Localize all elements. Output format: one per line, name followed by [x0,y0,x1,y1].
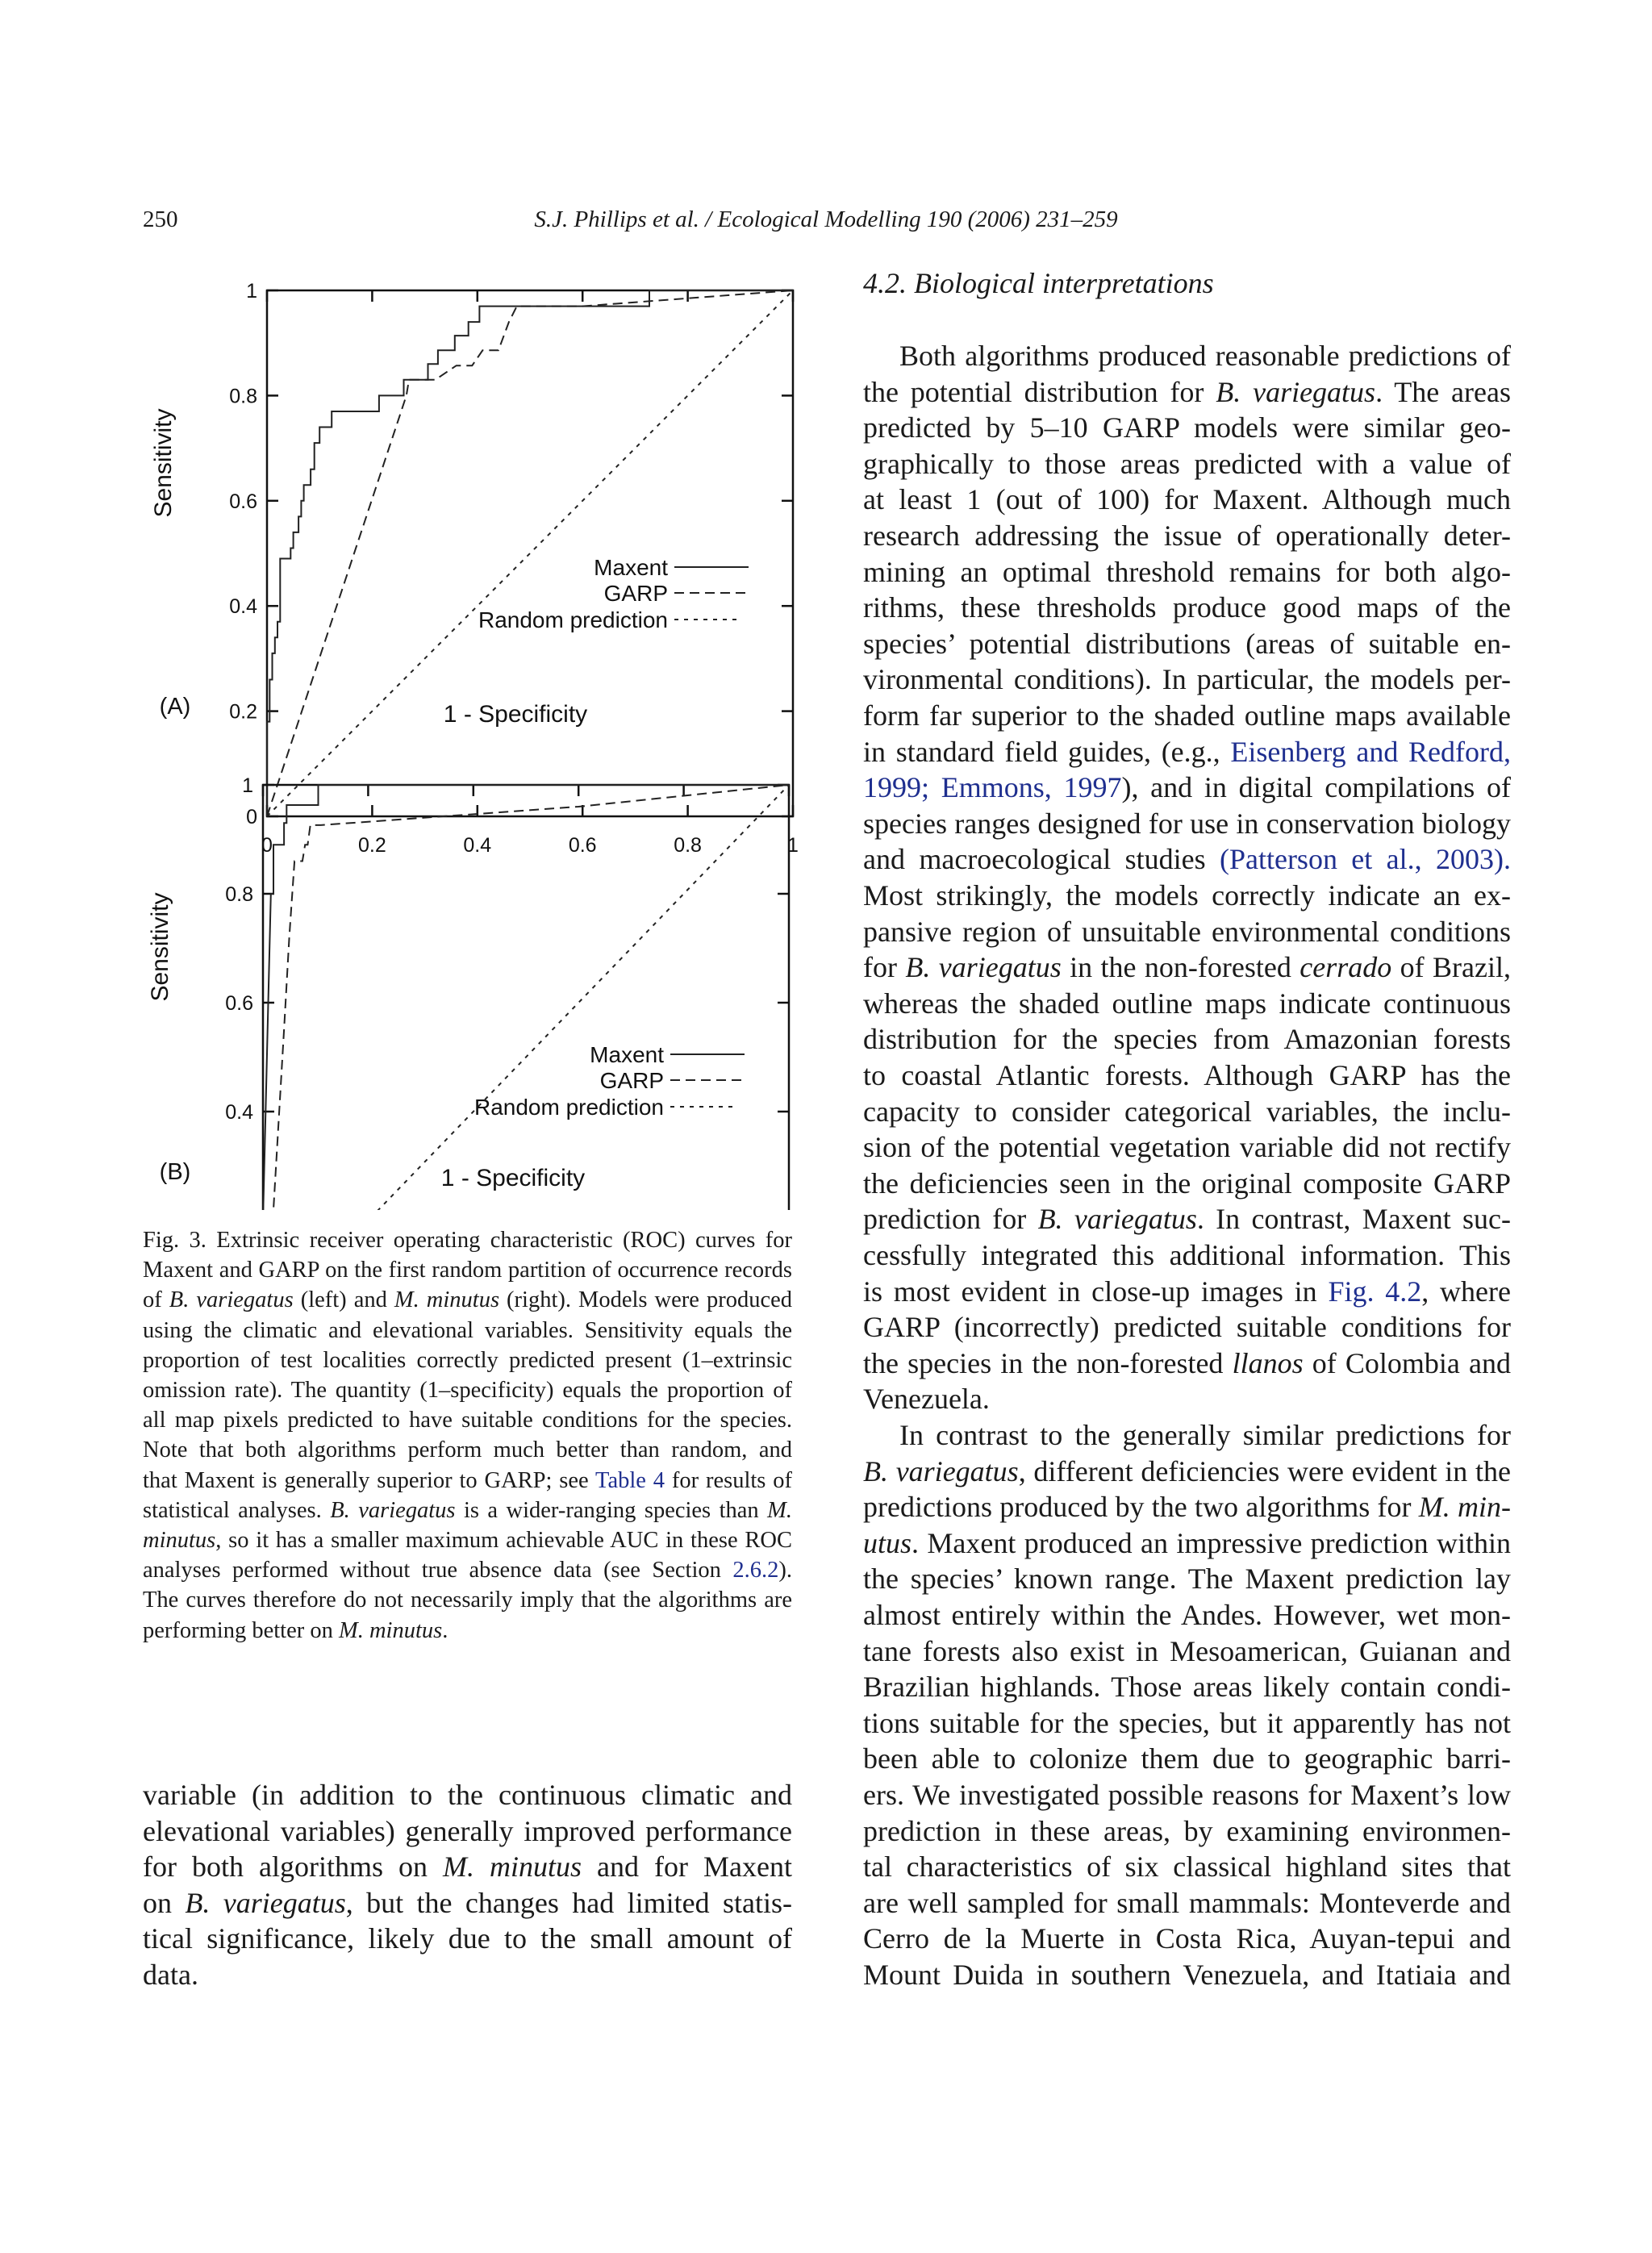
text-line [143,1346,792,1375]
series-line-maxent [263,785,789,1210]
text-segment: ), and in digital compilations of [1121,771,1511,804]
text-line [863,1346,1511,1381]
text-segment: In contrast to the generally similar predictions for [899,1419,1511,1451]
text-line [863,1705,1511,1741]
x-tick-label: 0.2 [358,834,386,857]
text-segment: vironmental conditions). In particular, the models per- [863,663,1511,696]
y-tick-label: 0.4 [225,1101,253,1124]
text-segment: is most evident in close-up images in [863,1275,1329,1308]
text-line [863,1489,1511,1525]
text-segment: . Maxent produced an impressive prediction within [912,1526,1511,1559]
legend-label: Random prediction [478,607,668,632]
panel-label: (A) [159,694,191,720]
text-segment: M. min- [1418,1491,1511,1524]
text-line [863,1525,1511,1561]
text-segment: all map pixels predicted to have suitable conditions for the species. [143,1408,792,1433]
text-segment: tions suitable for the species, but it apparently has not [863,1706,1511,1739]
text-line [143,1849,792,1884]
text-line [143,1435,792,1465]
text-line [143,1585,792,1615]
y-tick-label: 0.2 [229,700,257,724]
plot-frame [263,785,789,1210]
x-tick-label: 0.6 [568,834,597,857]
text-segment: that Maxent is generally superior to GARP; see [143,1467,596,1493]
page-number: 250 [143,207,178,232]
text-line [863,1021,1511,1057]
text-line [863,878,1511,913]
text-line [143,1777,792,1813]
text-segment: cerrado [1299,951,1392,984]
text-segment: the species’ known range. The Maxent prediction lay [863,1562,1511,1596]
text-line [143,1405,792,1435]
text-line [863,1957,1511,1992]
text-segment: tal characteristics of six classical highland sites that [863,1850,1511,1884]
text-segment: the deficiencies seen in the original composite GARP [863,1166,1511,1200]
x-tick-label: 1 [787,834,799,857]
text-line [863,734,1511,770]
text-segment: prediction in these areas, by examining environmen- [863,1814,1511,1847]
text-segment: minutus [143,1528,216,1553]
text-line [863,1201,1511,1237]
legend-label: Maxent [590,1042,664,1067]
text-line [863,1237,1511,1273]
panel-label: (B) [159,1159,191,1185]
text-segment: rithms, these thresholds produce good maps of the [863,591,1511,624]
text-line [863,770,1511,805]
text-line [863,806,1511,841]
text-line [143,1957,792,1992]
text-segment: Cerro de la Muerte in Costa Rica, Auyan-tepui and [863,1922,1511,1955]
text-segment: M. minutus [338,1617,443,1643]
y-tick-label: 1 [242,774,253,797]
text-segment: form far superior to the shaded outline maps available [863,699,1511,732]
text-segment: predictions produced by the two algorithms for [863,1491,1419,1524]
legend-label: Maxent [594,555,668,580]
reference-link[interactable]: Table 4 [595,1467,665,1493]
legend-label: GARP [599,1068,664,1093]
text-line [863,661,1511,697]
text-segment: for results of [665,1467,792,1493]
text-line [143,1616,792,1646]
x-axis-label: 1 - Specificity [443,701,588,728]
text-line [143,1921,792,1956]
text-segment: tical significance, likely due to the small amount of [143,1922,792,1955]
text-segment: , so it has a smaller maximum achievable AUC in these ROC [215,1528,792,1553]
text-segment: . In contrast, Maxent suc- [1196,1203,1511,1236]
text-line [143,1555,792,1585]
y-tick-label: 0.8 [229,385,257,408]
text-line [863,626,1511,661]
text-segment: to coastal Atlantic forests. Although GARP has the [863,1059,1511,1091]
reference-link[interactable]: (Patterson et al., 2003). [1219,843,1511,876]
reference-link[interactable]: Eisenberg and Redford, [1230,735,1511,768]
text-segment: M. minutus [394,1287,500,1313]
text-line [863,446,1511,482]
x-tick-label: 0.8 [674,834,702,857]
x-tick-label: 0 [261,834,273,857]
text-segment: B. variegatus [1037,1203,1197,1236]
reference-link[interactable]: 2.6.2 [732,1558,779,1583]
text-segment: Venezuela. [863,1383,990,1416]
text-segment: performing better on [143,1617,339,1643]
text-line [863,1633,1511,1669]
text-line [863,1813,1511,1849]
text-line [863,410,1511,445]
series-line-garp [263,785,789,1210]
text-segment: of Brazil, [1391,951,1511,984]
y-tick-label: 0.4 [229,595,257,619]
text-line [143,1885,792,1921]
text-line [863,1597,1511,1633]
text-line [863,914,1511,949]
text-segment: Most strikingly, the models correctly indicate an ex- [863,879,1511,912]
text-segment: variable (in addition to the continuous climatic and [143,1779,792,1811]
text-segment: analyses performed without true absence data (see Section [143,1558,733,1583]
text-segment: species ranges designed for use in conservation biology [863,807,1511,840]
text-line [863,1309,1511,1345]
text-line [143,1285,792,1315]
y-axis-label: Sensitivity [150,408,177,518]
text-segment: , where [1421,1275,1511,1308]
text-line [143,1466,792,1496]
text-line [863,1058,1511,1093]
text-segment: Mount Duida in southern Venezuela, and Itatiaia and [863,1959,1511,1991]
text-segment: The curves therefore do not necessarily imply that the algorithms are [143,1588,792,1613]
text-segment: (left) and [293,1287,394,1313]
text-line [143,1813,792,1849]
text-segment: and macroecological studies [863,843,1220,876]
text-segment: been able to colonize them due to geographic barri- [863,1742,1511,1775]
text-segment: Both algorithms produced reasonable predictions of [899,340,1511,372]
series-line-random-prediction [267,290,793,816]
text-segment: omission rate). The quantity (1–specificity) equals the proportion of [143,1378,792,1403]
text-line [863,1129,1511,1165]
text-segment: the species in the non-forested [863,1346,1233,1379]
text-line [863,1849,1511,1884]
text-line [863,986,1511,1021]
text-segment: Note that both algorithms perform much better than random, and [143,1437,792,1463]
text-segment: GARP (incorrectly) predicted suitable conditions for [863,1311,1511,1344]
series-line-random-prediction [263,785,789,1210]
text-segment: whereas the shaded outline maps indicate continuous [863,987,1511,1020]
reference-link[interactable]: Fig. 4.2 [1328,1275,1422,1308]
text-segment: of Colombia and [1303,1346,1511,1379]
text-segment: , but the changes had limited statis- [345,1886,792,1919]
text-segment: ). [778,1558,792,1583]
text-segment: in the non-forested [1061,951,1300,984]
section-heading: 4.2. Biological interpretations [863,267,1214,299]
text-segment: cessfully integrated this additional information. This [863,1239,1511,1271]
text-line [863,841,1511,877]
text-segment: mining an optimal threshold remains for both algo- [863,555,1511,588]
legend-label: GARP [603,581,668,606]
text-segment: at least 1 (out of 100) for Maxent. Although much [863,483,1511,516]
reference-link[interactable]: 1999; Emmons, 1997 [863,771,1122,804]
text-segment: B. variegatus [185,1886,346,1919]
text-line [863,1561,1511,1596]
text-segment: tane forests also exist in Mesoamerican, Guianan and [863,1634,1511,1667]
text-line [863,554,1511,590]
text-segment: . [442,1617,448,1643]
running-title: S.J. Phillips et al. / Ecological Modelling 190 (2006) 231–259 [534,207,1118,232]
text-segment: Brazilian highlands. Those areas likely contain condi- [863,1671,1511,1704]
text-line [863,1417,1511,1453]
text-line [863,482,1511,517]
text-line [863,374,1511,410]
text-line [863,1094,1511,1129]
text-segment: Maxent and GARP on the first random partition of occurrence records [143,1258,792,1283]
y-tick-label: 0 [246,806,257,828]
text-segment: . The areas [1375,375,1511,408]
text-line [143,1525,792,1555]
text-line [143,1225,792,1255]
text-segment: M. minutus [443,1850,582,1884]
text-segment: in standard field guides, (e.g., [863,735,1231,768]
text-segment: ers. We investigated possible reasons for Maxent’s low [863,1779,1511,1811]
text-segment: of [143,1287,169,1313]
text-segment: species’ potential distributions (areas of suitable en- [863,627,1511,660]
text-line [863,338,1511,373]
text-segment: B. variegatus [330,1497,456,1523]
y-tick-label: 0.8 [225,883,253,906]
text-segment: B. variegatus [169,1287,294,1313]
text-segment: predicted by 5–10 GARP models were similar geo- [863,411,1511,444]
text-segment: graphically to those areas predicted with a value of [863,447,1511,480]
text-segment: pansive region of unsuitable environmental conditions [863,915,1511,948]
y-tick-label: 1 [246,280,257,302]
text-segment: the potential distribution for [863,375,1216,408]
y-axis-label: Sensitivity [147,892,173,1002]
text-segment: B. variegatus [863,1454,1019,1487]
legend-label: Random prediction [473,1095,664,1120]
text-line [863,949,1511,985]
text-segment: on [143,1886,186,1919]
text-segment: proportion of test localities correctly predicted present (1–extrinsic [143,1347,792,1373]
text-line [143,1375,792,1405]
text-line [863,1921,1511,1956]
text-segment: are well sampled for small mammals: Monteverde and [863,1886,1511,1919]
y-tick-label: 0.6 [229,490,257,513]
text-segment: distribution for the species from Amazonian forests [863,1023,1511,1056]
text-segment: B. variegatus [905,951,1062,984]
text-line [863,1741,1511,1776]
x-axis-label: 1 - Specificity [440,1165,586,1191]
text-line [863,1777,1511,1813]
text-line [863,1381,1511,1416]
text-segment: capacity to consider categorical variables, the inclu- [863,1095,1511,1128]
text-segment: almost entirely within the Andes. However, wet mon- [863,1599,1511,1631]
text-segment: sion of the potential vegetation variable did not rectify [863,1131,1511,1164]
text-segment: llanos [1232,1346,1304,1379]
text-segment: Fig. 3. Extrinsic receiver operating characteristic (ROC) curves for [143,1228,792,1253]
text-segment: and for Maxent [582,1850,792,1884]
text-line [863,1669,1511,1704]
text-segment: utus [863,1526,912,1559]
text-line [143,1255,792,1285]
text-line [863,1454,1511,1489]
text-line [863,518,1511,553]
text-segment: for [863,951,906,984]
text-segment: M. [767,1497,792,1523]
text-line [863,590,1511,625]
text-line [143,1496,792,1525]
text-segment: is a wider-ranging species than [455,1497,768,1523]
text-segment: statistical analyses. [143,1497,331,1523]
text-line [863,1274,1511,1309]
text-segment: prediction for [863,1203,1038,1236]
text-segment: , different deficiencies were evident in the [1018,1454,1511,1487]
text-segment: B. variegatus [1216,375,1376,408]
text-segment: data. [143,1959,198,1991]
text-line [863,1166,1511,1201]
text-segment: research addressing the issue of operationally deter- [863,519,1511,552]
x-tick-label: 0.4 [463,834,492,857]
text-segment: elevational variables) generally improved performance [143,1814,792,1847]
text-line [143,1316,792,1346]
text-segment: for both algorithms on [143,1850,444,1884]
text-line [863,698,1511,733]
text-segment: using the climatic and elevational variables. Sensitivity equals the [143,1317,792,1343]
text-line [863,1885,1511,1921]
text-segment: (right). Models were produced [499,1287,792,1313]
y-tick-label: 0.6 [225,992,253,1015]
